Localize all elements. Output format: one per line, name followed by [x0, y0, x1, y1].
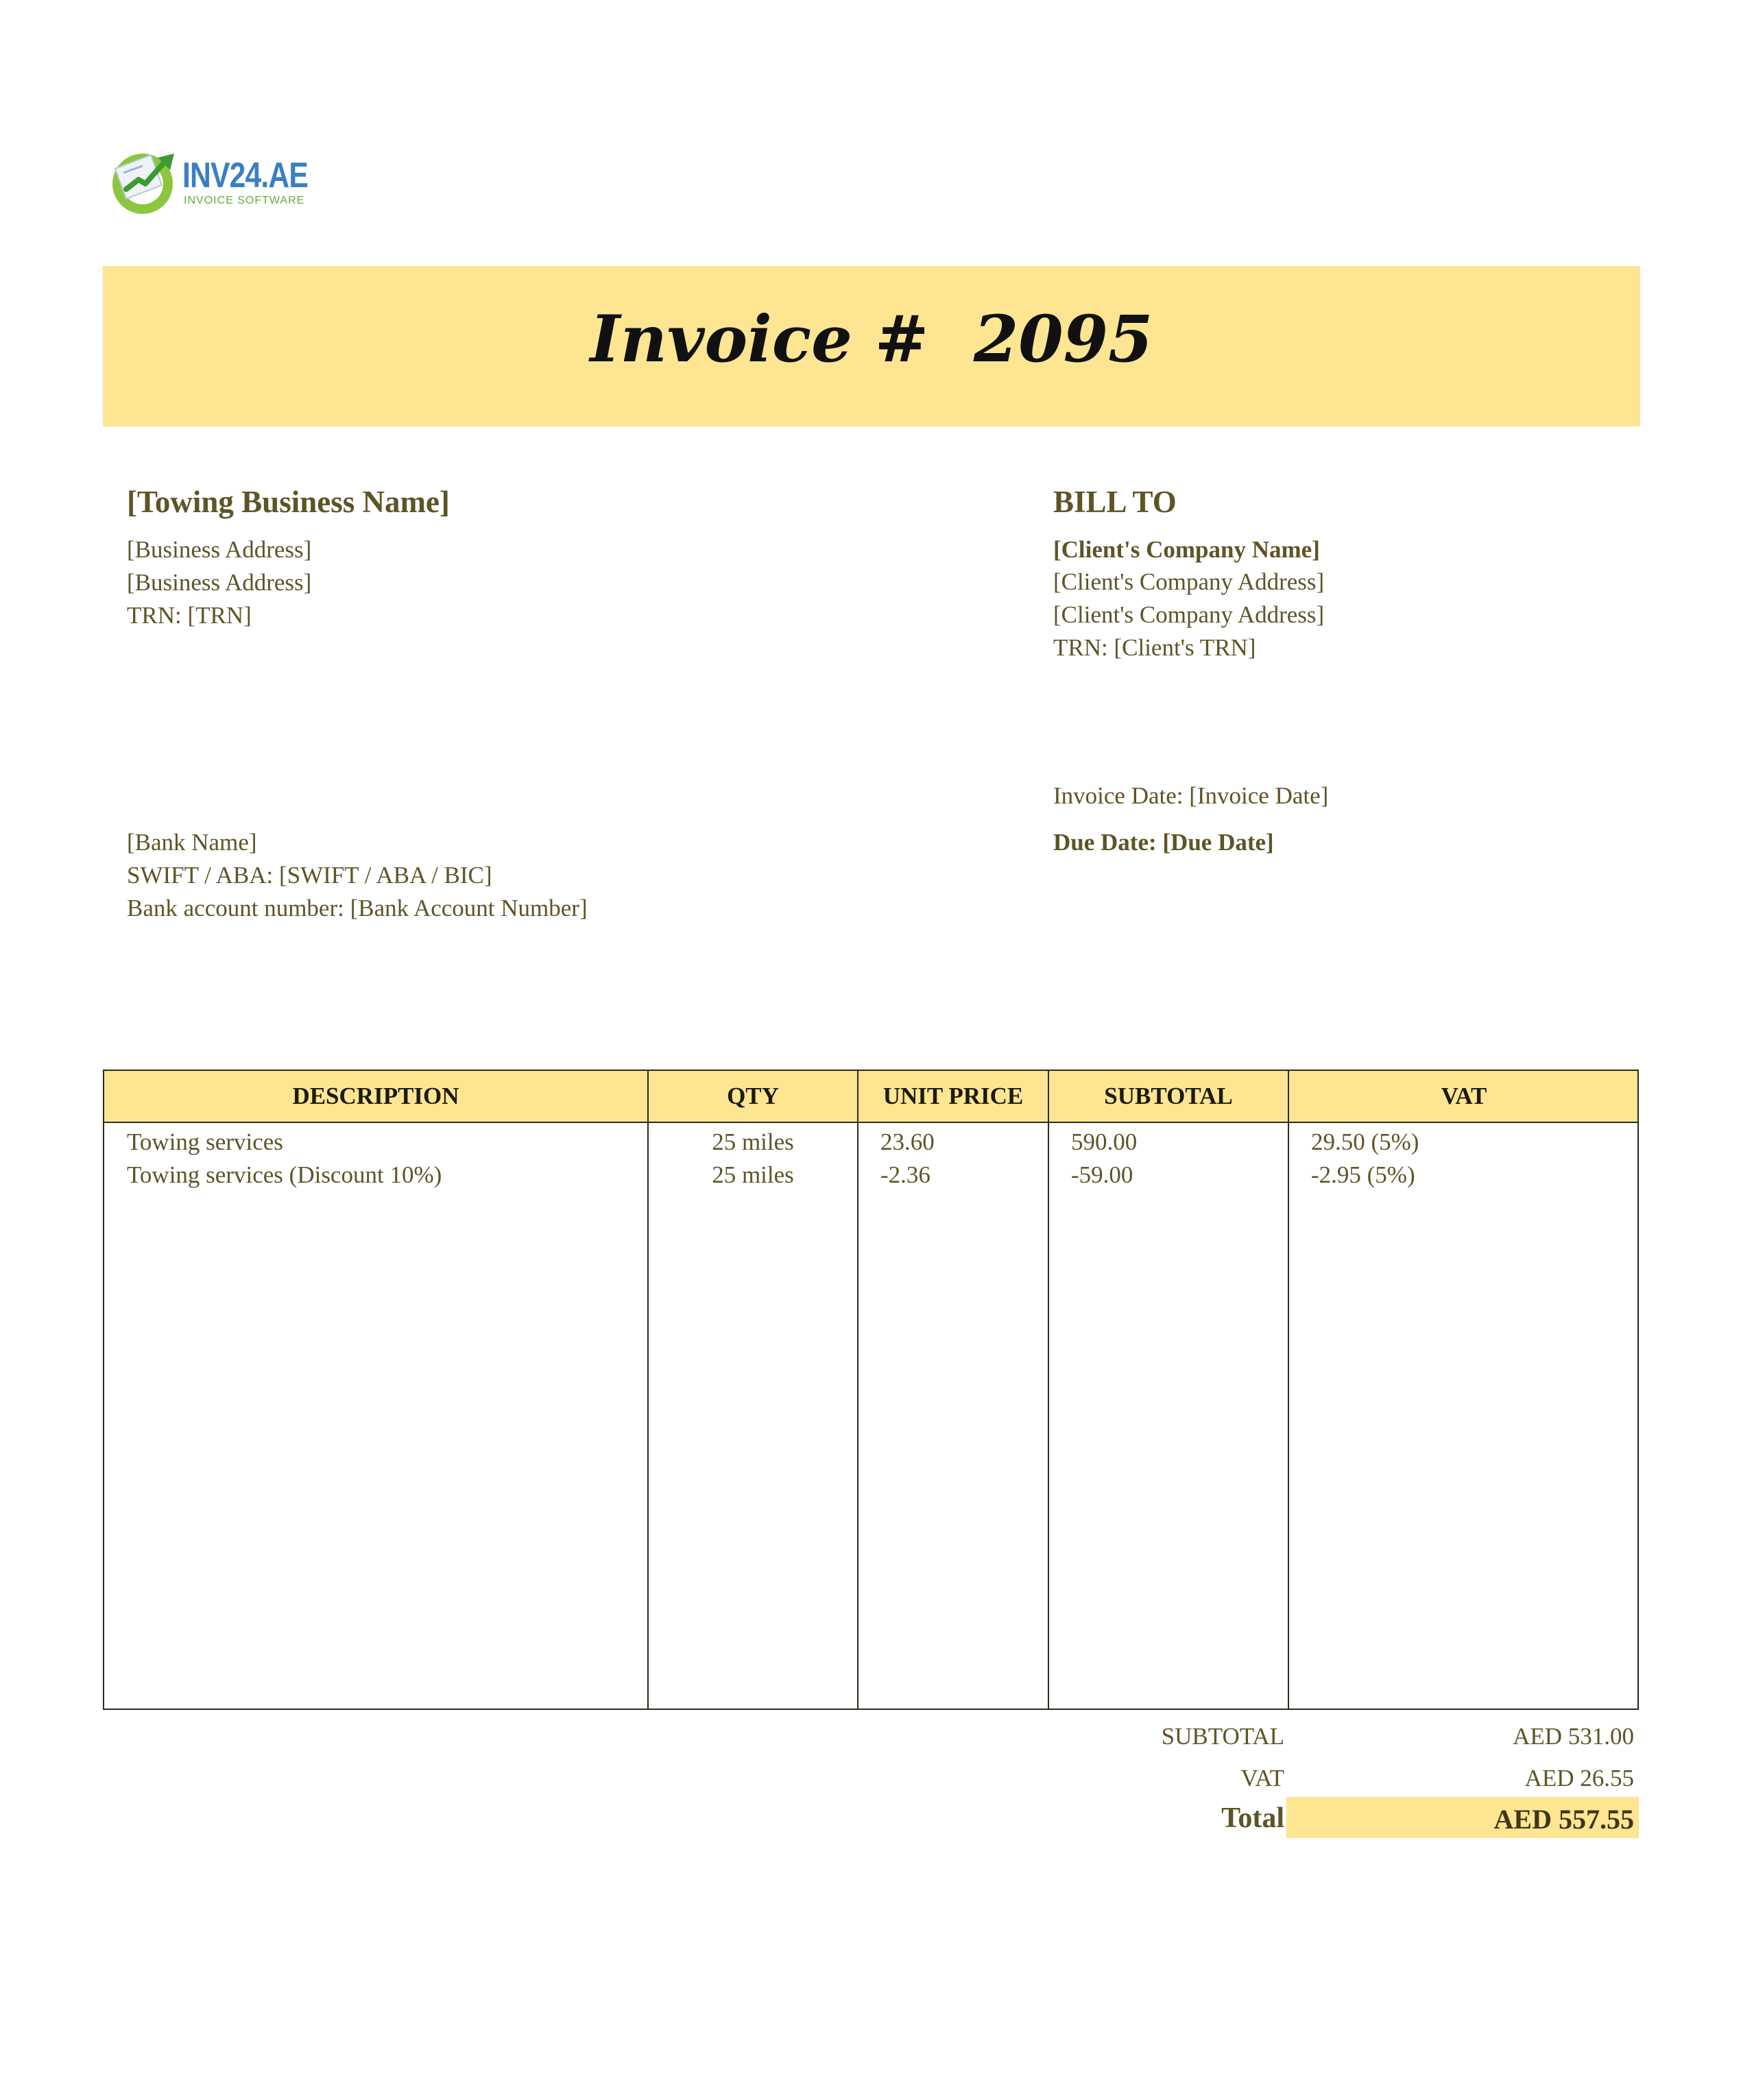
subtotal-value: AED 531.00: [1513, 1723, 1634, 1750]
company-logo: [108, 145, 314, 221]
header-vat: VAT: [1441, 1083, 1487, 1109]
vat-label: VAT: [1240, 1765, 1284, 1791]
bank-account-number: Bank account number: [Bank Account Number]: [127, 895, 588, 921]
row-1-vat: 29.50 (5%): [1311, 1129, 1419, 1155]
total-label: Total: [1221, 1802, 1284, 1834]
vat-value: AED 26.55: [1524, 1765, 1634, 1791]
header-unit-price: UNIT PRICE: [882, 1083, 1024, 1109]
title-banner: [103, 266, 1640, 426]
total-value: AED 557.55: [1493, 1804, 1634, 1835]
invoice-title: Invoice # 2095: [590, 302, 1153, 377]
column-divider: [1288, 1071, 1289, 1709]
seller-address-line-2: [Business Address]: [127, 569, 312, 596]
line-items-table: [103, 1070, 1639, 1710]
invoice-date: Invoice Date: [Invoice Date]: [1053, 782, 1329, 809]
row-2-vat: -2.95 (5%): [1311, 1161, 1415, 1188]
header-subtotal: SUBTOTAL: [1104, 1083, 1233, 1109]
bank-swift: SWIFT / ABA: [SWIFT / ABA / BIC]: [127, 862, 492, 889]
seller-name: [Towing Business Name]: [127, 485, 450, 519]
client-company-name: [Client's Company Name]: [1053, 536, 1320, 563]
row-2-subtotal: -59.00: [1071, 1161, 1133, 1188]
row-1-subtotal: 590.00: [1071, 1129, 1138, 1155]
client-address-line-2: [Client's Company Address]: [1053, 601, 1325, 628]
due-date: Due Date: [Due Date]: [1053, 829, 1274, 856]
logo-tagline: INVOICE SOFTWARE: [184, 195, 305, 206]
client-trn: TRN: [Client's TRN]: [1053, 634, 1256, 661]
logo-name: INV24.AE: [182, 156, 309, 195]
header-qty: QTY: [727, 1083, 779, 1109]
client-address-line-1: [Client's Company Address]: [1053, 568, 1325, 595]
subtotal-label: SUBTOTAL: [1161, 1723, 1284, 1750]
header-description: DESCRIPTION: [292, 1083, 459, 1109]
row-2-unit-price: -2.36: [880, 1161, 930, 1188]
row-1-unit-price: 23.60: [880, 1129, 935, 1155]
seller-address-line-1: [Business Address]: [127, 536, 312, 563]
bill-to-heading: BILL TO: [1053, 485, 1177, 519]
row-1-qty: 25 miles: [712, 1129, 794, 1155]
logo-mark-icon: [108, 145, 180, 217]
seller-trn: TRN: [TRN]: [127, 602, 252, 629]
row-2-description: Towing services (Discount 10%): [127, 1161, 442, 1188]
row-2-qty: 25 miles: [712, 1161, 794, 1188]
column-divider: [1048, 1071, 1049, 1709]
row-1-description: Towing services: [127, 1129, 283, 1155]
column-divider: [857, 1071, 859, 1709]
bank-name: [Bank Name]: [127, 829, 257, 856]
